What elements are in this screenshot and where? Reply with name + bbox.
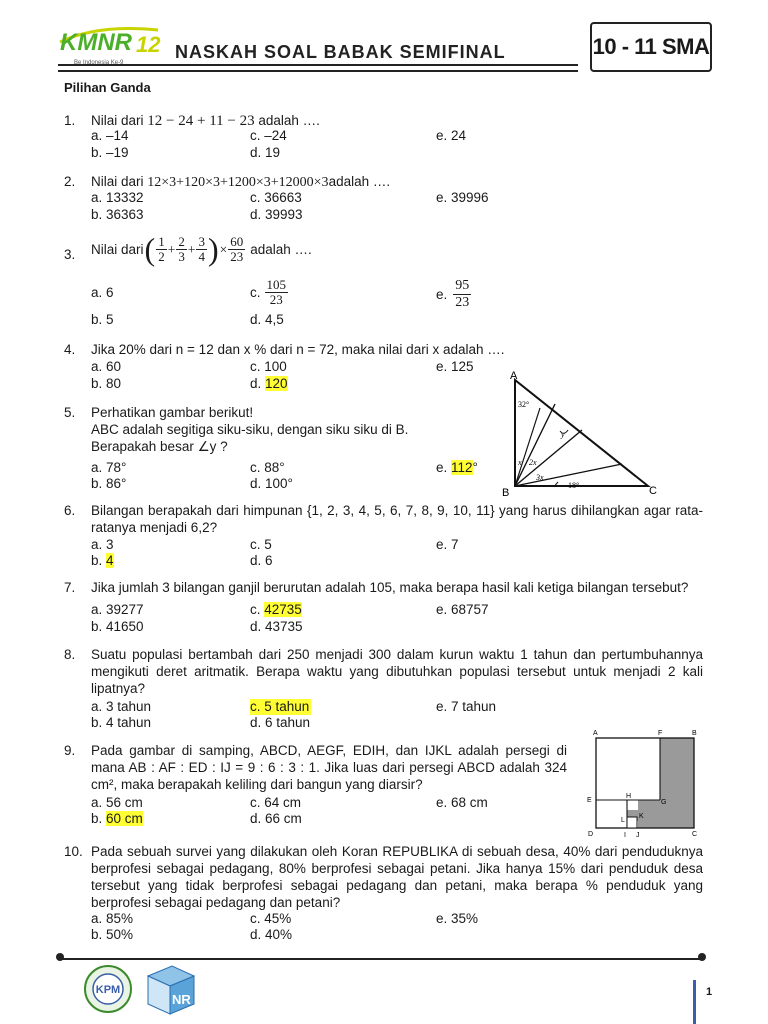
page-number: 1 <box>706 986 713 998</box>
vertex-label-c: C <box>649 485 657 497</box>
vertex-label: F <box>658 730 663 737</box>
fraction: $\frac{3}{4}$ <box>198 233 205 264</box>
option-d[interactable]: d. 6 <box>250 553 273 568</box>
footer-dot-right <box>698 953 706 961</box>
question-number: 7. <box>64 580 76 595</box>
option-c[interactable]: c. 5 tahun <box>250 699 310 714</box>
option-d[interactable]: d. 120 <box>250 376 288 391</box>
option-a[interactable]: a. 3 <box>91 537 114 552</box>
answer-highlight: 42735 <box>264 602 302 617</box>
mnr-logo-text: NR <box>172 992 191 1007</box>
angle-label: 32° <box>518 400 530 409</box>
answer-highlight: 112 <box>451 460 473 475</box>
question-text-suffix: adalah …. <box>250 241 312 257</box>
option-b[interactable]: b. 36363 <box>91 207 144 222</box>
vertex-label: J <box>636 832 640 839</box>
question-text: Jika jumlah 3 bilangan ganjil berurutan adalah 105, maka berapa hasil kali ketiga bilangan tersebut? <box>91 580 689 595</box>
question-text: Jika 20% dari n = 12 dan x % dari n = 72, maka nilai dari x adalah …. <box>91 342 505 357</box>
question-number: 9. <box>64 743 76 758</box>
question-text: Bilangan berapakah dari himpunan {1, 2, 3, 4, 5, 6, 7, 8, 9, 10, 11} yang harus dihilangkan agar rata-ratanya menjadi 6,2? <box>91 503 703 535</box>
option-e[interactable]: e. 125 <box>436 359 474 374</box>
vertex-label: K <box>639 813 644 820</box>
squares-figure <box>586 728 706 840</box>
answer-highlight: 120 <box>265 376 288 391</box>
option-c[interactable]: c. 64 cm <box>250 795 302 810</box>
option-d[interactable]: d. 4,5 <box>250 312 284 327</box>
option-b[interactable]: b. 41650 <box>91 619 144 634</box>
footer-dot-left <box>56 953 64 961</box>
option-a[interactable]: a. 60 <box>91 359 122 374</box>
option-c[interactable]: c. 100 <box>250 359 287 374</box>
question-text-line: ABC adalah segitiga siku-siku, dengan siku siku di B. <box>91 422 409 437</box>
question-number: 4. <box>64 342 76 357</box>
question-number: 6. <box>64 503 76 518</box>
option-a[interactable]: a. –14 <box>91 128 129 143</box>
mnr-logo <box>142 962 198 1016</box>
option-a[interactable]: a. 85% <box>91 911 134 926</box>
option-b[interactable]: b. 80 <box>91 376 122 391</box>
vertex-label-a: A <box>510 370 518 382</box>
option-d[interactable]: d. 39993 <box>250 207 303 222</box>
option-d[interactable]: d. 43735 <box>250 619 303 634</box>
triangle-figure <box>500 368 670 500</box>
option-d[interactable]: d. 66 cm <box>250 811 302 826</box>
footer-rule <box>62 958 702 960</box>
angle-label: 3x <box>536 473 544 482</box>
option-b[interactable]: b. 5 <box>91 312 114 327</box>
question-number: 10. <box>64 844 83 859</box>
kpm-logo-text: KPM <box>95 984 121 996</box>
fraction: $\frac{60}{23}$ <box>230 233 244 264</box>
option-d[interactable]: d. 19 <box>250 145 281 160</box>
vertex-label: G <box>661 799 667 806</box>
option-c[interactable]: c. $\frac{105}{23}$ <box>250 277 287 307</box>
option-a[interactable]: a. 6 <box>91 285 114 300</box>
option-d[interactable]: d. 40% <box>250 927 293 942</box>
option-e[interactable]: e. 39996 <box>436 190 489 205</box>
logo-tagline: Be Indonesia Ke-9 <box>74 60 124 66</box>
option-a[interactable]: a. 78° <box>91 460 127 475</box>
option-c[interactable]: c. 42735 <box>250 602 302 617</box>
header-rule <box>58 64 578 66</box>
option-b[interactable]: b. –19 <box>91 145 129 160</box>
option-e[interactable]: e. 7 <box>436 537 459 552</box>
vertex-label: E <box>587 797 592 804</box>
option-e[interactable]: e. 35% <box>436 911 479 926</box>
question-text-suffix: adalah …. <box>254 113 320 128</box>
vertex-label: I <box>624 832 626 839</box>
question-number: 5. <box>64 405 76 420</box>
question-text: Nilai dari <box>91 241 144 257</box>
option-d[interactable]: d. 100° <box>250 476 293 491</box>
vertex-label-b: B <box>502 487 510 499</box>
option-b[interactable]: b. 86° <box>91 476 127 491</box>
header-rule-2 <box>58 70 578 72</box>
kmnr-logo <box>58 12 168 70</box>
logo-number: 12 <box>136 32 161 57</box>
page-title: NASKAH SOAL BABAK SEMIFINAL <box>175 42 506 62</box>
vertex-label: B <box>692 730 697 737</box>
angle-label: 2x <box>529 458 537 467</box>
option-d[interactable]: d. 6 tahun <box>250 715 311 730</box>
option-a[interactable]: a. 39277 <box>91 602 144 617</box>
section-title: Pilihan Ganda <box>64 80 151 95</box>
question-3: 3. Nilai dari ( $\frac{1}{2}$ + $\frac{2}{3}$ + $\frac{3}{4}$ ) × $\frac{60}{23}$ adalah …. <box>64 231 312 267</box>
option-c[interactable]: c. 88° <box>250 460 285 475</box>
option-e[interactable]: e. 24 <box>436 128 467 143</box>
kpm-logo <box>78 964 138 1014</box>
question-text: Nilai dari <box>91 113 148 128</box>
question-number: 8. <box>64 647 76 662</box>
question-number: 2. <box>64 174 76 189</box>
vertex-label: L <box>621 817 625 824</box>
grade-badge: 10 - 11 SMA <box>590 22 712 72</box>
vertex-label: A <box>593 730 598 737</box>
option-c[interactable]: c. 5 <box>250 537 272 552</box>
option-e[interactable]: e. 112° <box>436 460 478 475</box>
vertex-label: D <box>588 831 594 838</box>
option-c[interactable]: c. –24 <box>250 128 287 143</box>
math-expression: 12 − 24 + 11 − 23 <box>147 113 255 129</box>
logo-text: KMNR <box>60 29 132 56</box>
question-text: Pada gambar di samping, ABCD, AEGF, EDIH, dan IJKL adalah persegi di mana AB : AF : ED : IJ = 9 : 6 : 3 : 1. Jika luas dari persegi ABCD adalah 324 cm², maka berapakah keliling dari bangun yang diarsir? <box>91 743 567 792</box>
question-text: Nilai dari <box>91 174 148 189</box>
option-c[interactable]: c. 36663 <box>250 190 302 205</box>
question-text-suffix: adalah …. <box>328 174 391 189</box>
angle-label: x <box>518 458 522 467</box>
option-e[interactable]: e. 68757 <box>436 602 489 617</box>
option-b[interactable]: b. 60 cm <box>91 811 143 826</box>
fraction: $\frac{1}{2}$ <box>158 233 165 264</box>
option-e[interactable]: e. 68 cm <box>436 795 488 810</box>
fraction: $\frac{95}{23}$ <box>455 278 470 310</box>
angle-label: y <box>561 430 565 439</box>
option-a[interactable]: a. 56 cm <box>91 795 143 810</box>
question-number: 3. <box>64 247 76 262</box>
option-e[interactable]: e. $\frac{95}{23}$ <box>436 278 470 310</box>
option-c[interactable]: c. 45% <box>250 911 292 926</box>
question-number: 1. <box>64 113 76 128</box>
option-e[interactable]: e. 7 tahun <box>436 699 497 714</box>
math-expression: 12×3+120×3+1200×3+12000×3 <box>147 175 329 190</box>
vertex-label: H <box>626 793 632 800</box>
angle-label: 18° <box>568 481 580 490</box>
fraction: $\frac{105}{23}$ <box>266 277 287 307</box>
option-b[interactable]: b. 4 tahun <box>91 715 152 730</box>
fraction: $\frac{2}{3}$ <box>178 233 185 264</box>
option-b[interactable]: b. 50% <box>91 927 134 942</box>
answer-highlight: 4 <box>106 553 114 568</box>
option-a[interactable]: a. 3 tahun <box>91 699 152 714</box>
page-number-bar <box>693 980 696 1024</box>
question-text: Pada sebuah survei yang dilakukan oleh Koran REPUBLIKA di sebuah desa, 40% dari penduduknya berprofesi sebagai pedagang, 80% berprofesi sebagai petani. Jika hanya 15% dari penduduk desa tersebut yang tidak berprofesi sebagai pedagang dan petani, maka berapa % penduduk yang berprofesi sebagai pedagang dan petani? <box>91 844 703 910</box>
question-text: Suatu populasi bertambah dari 250 menjadi 300 dalam kurun waktu 1 tahun dan pertumbuhannya mengikuti deret aritmatik. Berapa waktu yang dibutuhkan populasi tersebut untuk menjadi 2 kali lipatnya? <box>91 647 703 696</box>
vertex-label: C <box>692 831 698 838</box>
question-text-line: Berapakah besar ∠y ? <box>91 439 228 454</box>
question-text-line: Perhatikan gambar berikut! <box>91 405 254 420</box>
option-a[interactable]: a. 13332 <box>91 190 144 205</box>
option-b[interactable]: b. 4 <box>91 553 114 568</box>
answer-highlight: 60 cm <box>106 811 143 826</box>
